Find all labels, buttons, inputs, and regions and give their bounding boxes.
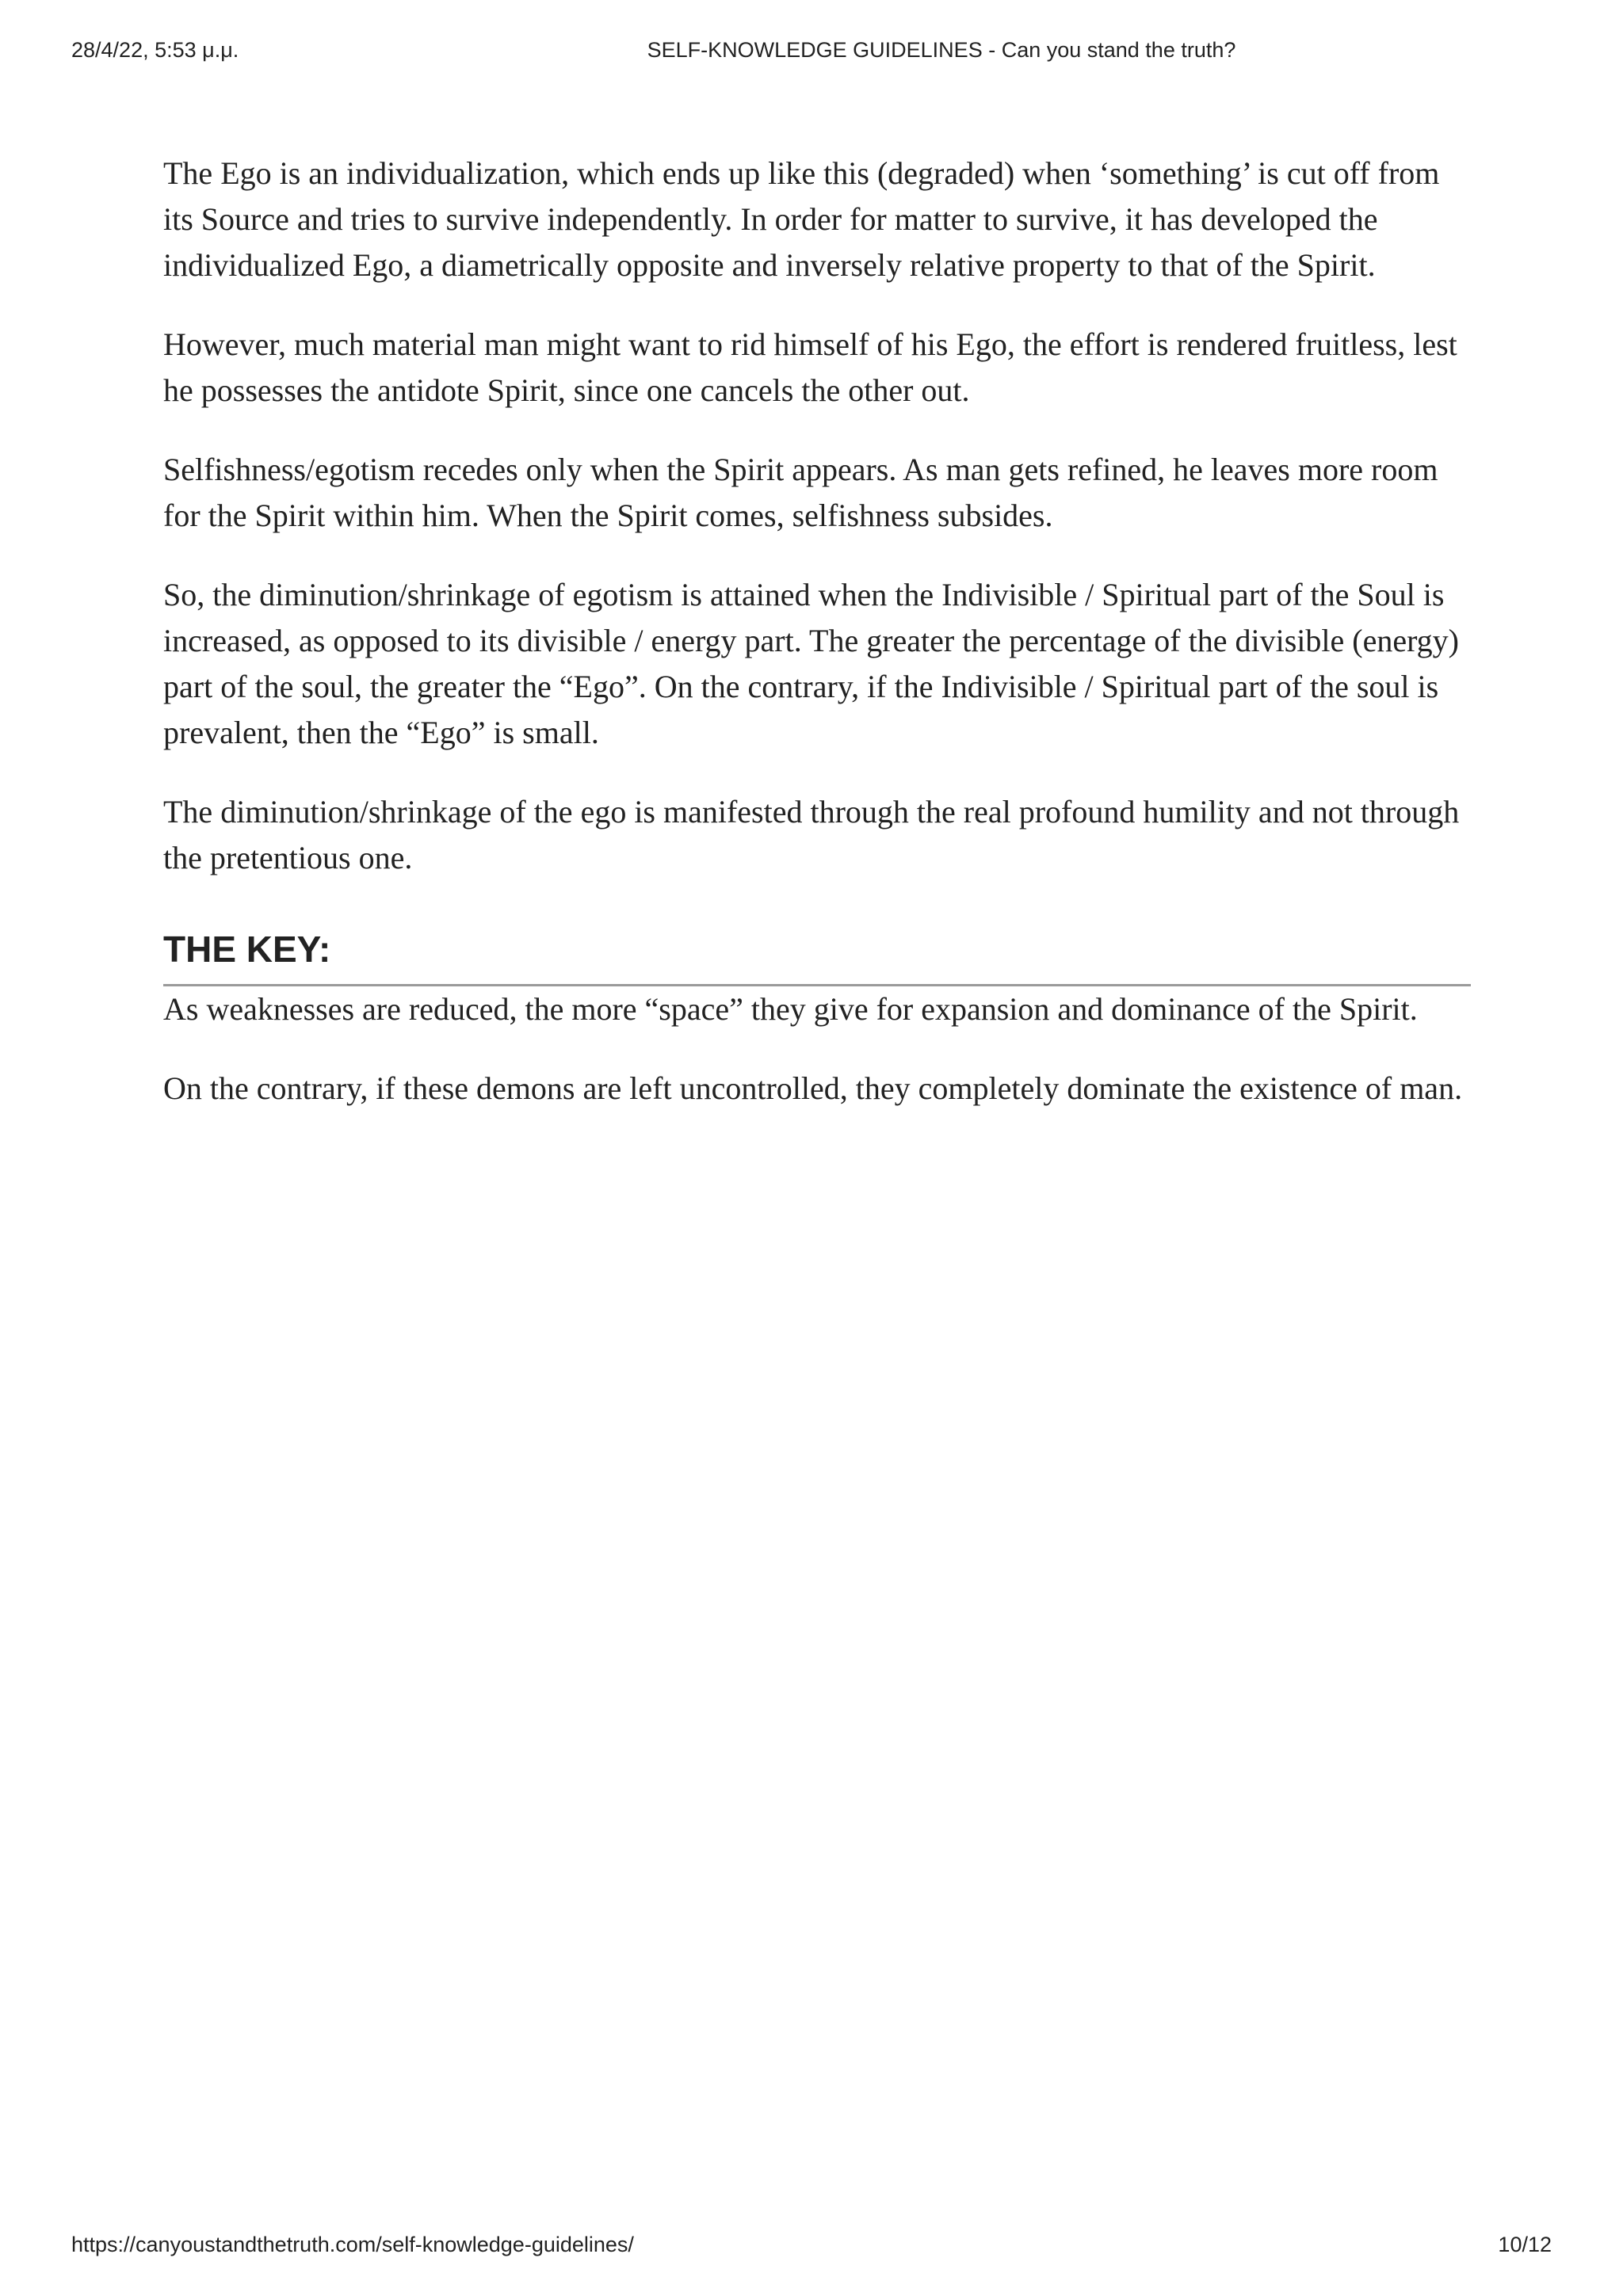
page-url: https://canyoustandthetruth.com/self-knowledge-guidelines/ xyxy=(71,2233,634,2256)
paragraph: Selfishness/egotism recedes only when the Spirit appears. As man gets refined, he leaves more room for the Spirit within him. When the Spirit comes, selfishness subsides. xyxy=(163,452,1438,533)
paragraph: The Ego is an individualization, which ends up like this (degraded) when ‘something’ is cut off from its Source and tries to survive independently. In order for matter to survive, it has developed the individualized Ego, a diametrically opposite and inversely relative property to that of the Spirit. xyxy=(163,155,1440,283)
paragraph: On the contrary, if these demons are left uncontrolled, they completely dominate the existence of man. xyxy=(163,1070,1463,1106)
print-datetime: 28/4/22, 5:53 μ.μ. xyxy=(71,38,239,62)
paragraph: The diminution/shrinkage of the ego is manifested through the real profound humility and not through the pretentious one. xyxy=(163,794,1460,875)
paragraph: However, much material man might want to rid himself of his Ego, the effort is rendered fruitless, lest he possesses the antidote Spirit, since one cancels the other out. xyxy=(163,326,1457,408)
section-heading: THE KEY: xyxy=(163,927,1471,986)
print-header xyxy=(0,38,1623,70)
print-footer xyxy=(0,2233,1623,2264)
paragraph: As weaknesses are reduced, the more “space” they give for expansion and dominance of the Spirit. xyxy=(163,991,1418,1027)
paragraph: So, the diminution/shrinkage of egotism is attained when the Indivisible / Spiritual part of the Soul is increased, as opposed to its divisible / energy part. The greater the percentage of the divisible (energy) part of the soul, the greater the “Ego”. On the contrary, if the Indivisible / Spiritual part of the soul is prevalent, then the “Ego” is small. xyxy=(163,577,1459,750)
page-number: 10/12 xyxy=(1498,2233,1552,2256)
article-body xyxy=(163,151,1471,1145)
print-page-title: SELF-KNOWLEDGE GUIDELINES - Can you stand the truth? xyxy=(647,38,1236,62)
